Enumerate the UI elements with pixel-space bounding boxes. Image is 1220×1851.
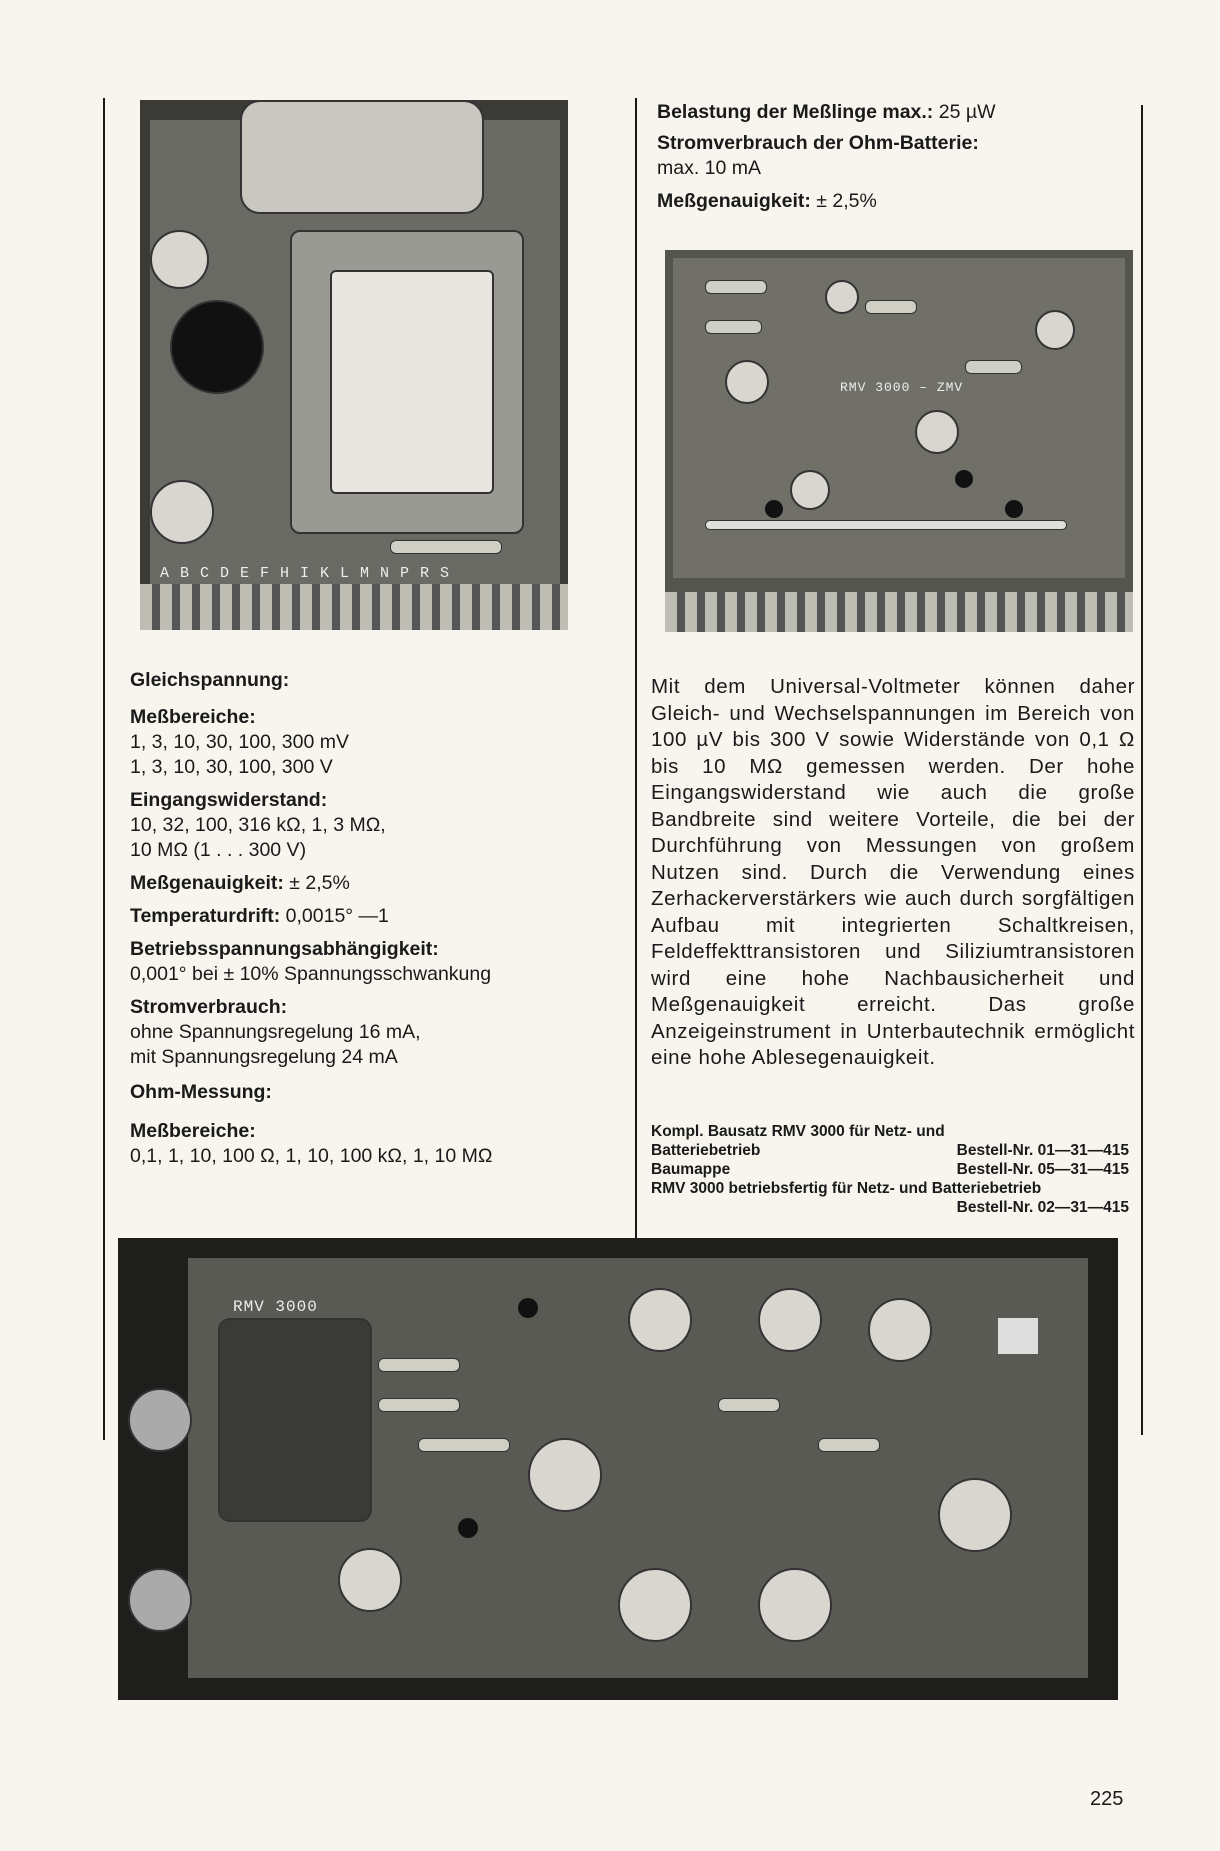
electrolytic-capacitor	[338, 1548, 402, 1612]
resistor	[378, 1398, 460, 1412]
trimmer-pot	[915, 410, 959, 454]
spec-value: 10 MΩ (1 . . . 300 V)	[130, 839, 307, 861]
spec-label: Betriebsspannungsabhängigkeit:	[130, 938, 439, 960]
heading-dc-voltage: Gleichspannung:	[130, 669, 290, 691]
spec-label: Meßbereiche:	[130, 706, 256, 728]
spec-value: 1, 3, 10, 30, 100, 300 mV	[130, 731, 349, 753]
order-line: Kompl. Bausatz RMV 3000 für Netz- und	[651, 1123, 945, 1140]
photo-power-supply-board	[140, 100, 568, 630]
left-column-rule	[103, 98, 105, 1440]
transistor	[955, 470, 973, 488]
spec-value: 25 µW	[933, 101, 996, 123]
order-number: Bestell-Nr. 05—31—415	[956, 1161, 1129, 1178]
glass-tube	[705, 520, 1067, 530]
connector-socket	[128, 1568, 192, 1632]
spec-label: Temperaturdrift:	[130, 905, 281, 927]
trimmer-pot	[725, 360, 769, 404]
order-line: Baumappe	[651, 1161, 731, 1178]
right-column-rule	[1141, 105, 1143, 1435]
spec-value: 10, 32, 100, 316 kΩ, 1, 3 MΩ,	[130, 814, 386, 836]
spec-label: Stromverbrauch der Ohm-Batterie:	[657, 132, 979, 154]
electrolytic-capacitor	[758, 1288, 822, 1352]
center-column-rule	[635, 98, 637, 1263]
capacitor	[1035, 310, 1075, 350]
spec-value: ± 2,5%	[810, 190, 877, 212]
transformer-core	[330, 270, 494, 494]
photo-assembled-instrument	[118, 1238, 1118, 1700]
electrolytic-capacitor	[628, 1288, 692, 1352]
small-capacitor	[150, 230, 209, 289]
resistor	[865, 300, 917, 314]
resistor	[965, 360, 1022, 374]
body-paragraph: Mit dem Universal-Voltmeter können daher Gleich- und Wechselspannungen im Bereich von 100 µV bis 300 V sowie Widerstände von 0,1 Ω bis 10 MΩ gemessen werden. Der hohe Eingangswiderstand wie auch die große Bandbreite sind weitere Vorteile, die bei der Durchführung von Messungen von großem Nutzen sind. Durch die Verwendung eines Zerhackerverstärkers wie auch durch sorgfältigen Aufbau mit integrierten Schaltkreisen, Feldeffekttransistoren und Siliziumtransistoren wird eine hohe Nachbausicherheit und Meßgenauigkeit erreicht. Das große Anzeigeinstrument in Unterbautechnik ermöglicht eine hohe Ablesegenauigkeit.	[651, 675, 1135, 1069]
resistor	[418, 1438, 510, 1452]
edge-connector	[665, 592, 1133, 632]
electrolytic-capacitor	[758, 1568, 832, 1642]
resistor	[705, 280, 767, 294]
spec-value: ± 2,5%	[283, 872, 350, 894]
spec-value: 0,001° bei ± 10% Spannungsschwankung	[130, 963, 492, 985]
heatsink	[170, 300, 264, 394]
order-number: Bestell-Nr. 01—31—415	[956, 1142, 1129, 1159]
photo-measurement-board	[665, 250, 1133, 632]
electrolytic-capacitor	[938, 1478, 1012, 1552]
order-line: Batteriebetrieb	[651, 1142, 761, 1159]
spec-label: Meßbereiche:	[130, 1120, 256, 1142]
spec-value: mit Spannungsregelung 24 mA	[130, 1046, 398, 1068]
transistor	[458, 1518, 478, 1538]
spec-value: 0,0015° —1	[280, 905, 389, 927]
resistor	[378, 1358, 460, 1372]
fuse	[390, 540, 502, 554]
order-line: RMV 3000 betriebsfertig für Netz- und Batteriebetrieb	[651, 1180, 1042, 1197]
small-capacitor	[150, 480, 214, 544]
spec-label: Eingangswiderstand:	[130, 789, 328, 811]
logo-block	[998, 1318, 1038, 1354]
capacitor-can	[240, 100, 484, 214]
transistor	[518, 1298, 538, 1318]
right-top-specs	[657, 100, 1127, 214]
connector-socket	[128, 1388, 192, 1452]
spec-value: max. 10 mA	[657, 157, 762, 179]
left-specs	[130, 668, 610, 1169]
board-label: RMV 3000 – ZMV	[840, 380, 964, 395]
spec-label: Belastung der Meßlinge max.:	[657, 101, 934, 123]
range-switch	[218, 1318, 372, 1522]
capacitor	[825, 280, 859, 314]
order-number: Bestell-Nr. 02—31—415	[956, 1199, 1129, 1216]
page-number: 225	[1090, 1788, 1124, 1810]
heading-ohm: Ohm-Messung:	[130, 1081, 272, 1103]
spec-label: Stromverbrauch:	[130, 996, 288, 1018]
resistor	[718, 1398, 780, 1412]
spec-value: 1, 3, 10, 30, 100, 300 V	[130, 756, 333, 778]
trimmer-pot	[790, 470, 830, 510]
connector-letters: A B C D E F H I K L M N P R S	[160, 565, 451, 582]
resistor	[818, 1438, 880, 1452]
spec-label: Meßgenauigkeit:	[657, 190, 811, 212]
board-label: RMV 3000	[233, 1298, 318, 1316]
electrolytic-capacitor	[868, 1298, 932, 1362]
spec-label: Meßgenauigkeit:	[130, 872, 284, 894]
spec-value: 0,1, 1, 10, 100 Ω, 1, 10, 100 kΩ, 1, 10 MΩ	[130, 1145, 493, 1167]
transistor	[1005, 500, 1023, 518]
transistor	[765, 500, 783, 518]
electrolytic-capacitor	[528, 1438, 602, 1512]
order-info	[651, 1122, 1129, 1217]
spec-value: ohne Spannungsregelung 16 mA,	[130, 1021, 421, 1043]
resistor	[705, 320, 762, 334]
electrolytic-capacitor	[618, 1568, 692, 1642]
edge-connector	[140, 584, 568, 630]
